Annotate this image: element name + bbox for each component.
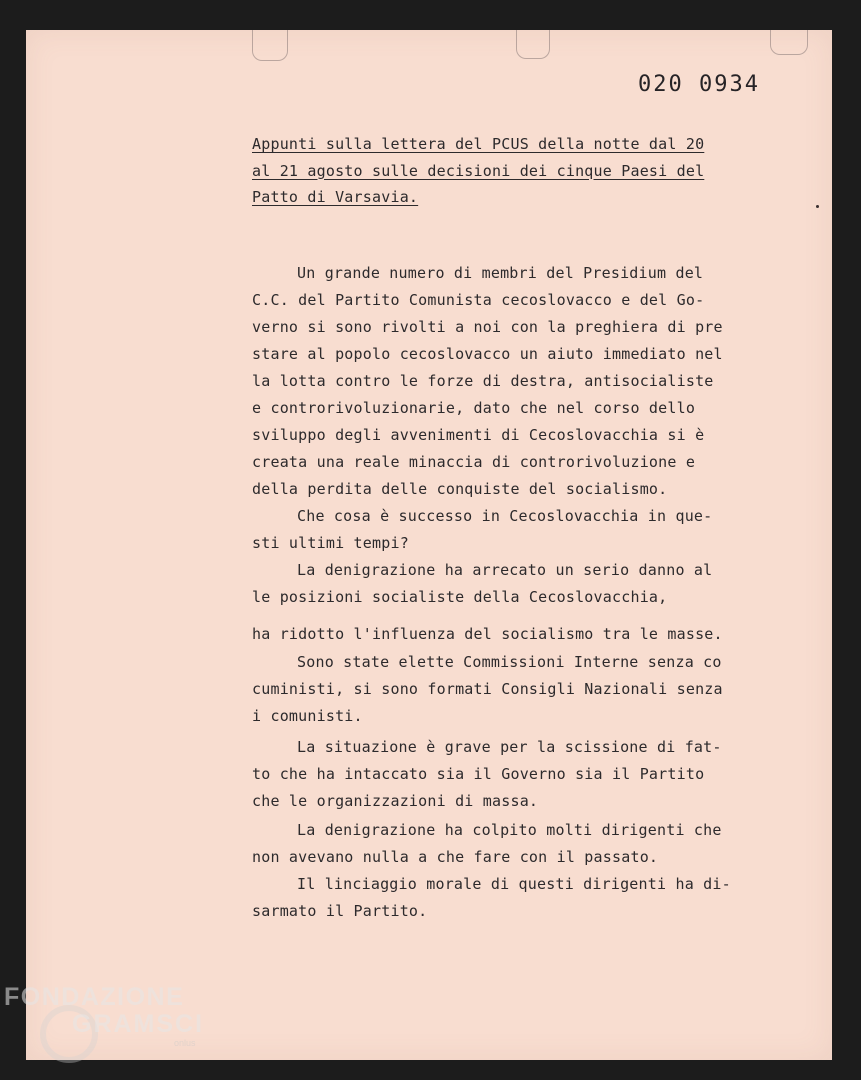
- body-line: creata una reale minaccia di controrivoluzione e: [252, 453, 696, 471]
- body-line: La denigrazione ha colpito molti dirigenti che: [297, 821, 722, 839]
- body-line: La situazione è grave per la scissione di fat-: [297, 738, 722, 756]
- body-line: Sono state elette Commissioni Interne senza co: [297, 653, 722, 671]
- watermark-line: GRAMSCI: [72, 1010, 205, 1038]
- body-line: che le organizzazioni di massa.: [252, 792, 539, 810]
- document-title: [252, 131, 704, 211]
- body-line: e controrivoluzionarie, dato che nel corso dello: [252, 399, 696, 417]
- watermark-line: onlus: [174, 1038, 196, 1048]
- body-line: La denigrazione ha arrecato un serio danno al: [297, 561, 713, 579]
- body-line: non avevano nulla a che fare con il passato.: [252, 848, 659, 866]
- body-line: i comunisti.: [252, 707, 363, 725]
- body-line: della perdita delle conquiste del socialismo.: [252, 480, 668, 498]
- body-line: stare al popolo cecoslovacco un aiuto immediato nel: [252, 345, 723, 363]
- body-line: le posizioni socialiste della Cecoslovacchia,: [252, 588, 668, 606]
- body-line: cuministi, si sono formati Consigli Nazionali senza: [252, 680, 723, 698]
- body-line: Un grande numero di membri del Presidium del: [297, 264, 704, 282]
- binding-hole-mark: [516, 30, 550, 59]
- body-line: sarmato il Partito.: [252, 902, 428, 920]
- title-line: Patto di Varsavia.: [252, 188, 419, 206]
- archive-number: 020 0934: [638, 72, 760, 97]
- body-line: Che cosa è successo in Cecoslovacchia in que-: [297, 507, 713, 525]
- body-line: sti ultimi tempi?: [252, 534, 409, 552]
- binding-hole-mark: [252, 30, 288, 61]
- body-line: to che ha intaccato sia il Governo sia il Partito: [252, 765, 705, 783]
- title-line: Appunti sulla lettera del PCUS della notte dal 20: [252, 135, 705, 153]
- title-line: al 21 agosto sulle decisioni dei cinque Paesi del: [252, 161, 705, 180]
- body-line: ha ridotto l'influenza del socialismo tra le masse.: [252, 625, 723, 643]
- watermark-line: FONDAZIONE: [4, 983, 185, 1011]
- body-line: sviluppo degli avvenimenti di Cecoslovacchia si è: [252, 426, 705, 444]
- body-line: la lotta contro le forze di destra, antisocialiste: [252, 372, 714, 390]
- body-line: verno si sono rivolti a noi con la preghiera di pre: [252, 318, 723, 336]
- fondazione-gramsci-watermark: [4, 985, 204, 1048]
- body-line: C.C. del Partito Comunista cecoslovacco e del Go-: [252, 291, 705, 309]
- paper-speck: [816, 205, 819, 208]
- binding-hole-mark: [770, 30, 808, 55]
- body-line: Il linciaggio morale di questi dirigenti ha di-: [297, 875, 731, 893]
- typewritten-page: [26, 30, 832, 1060]
